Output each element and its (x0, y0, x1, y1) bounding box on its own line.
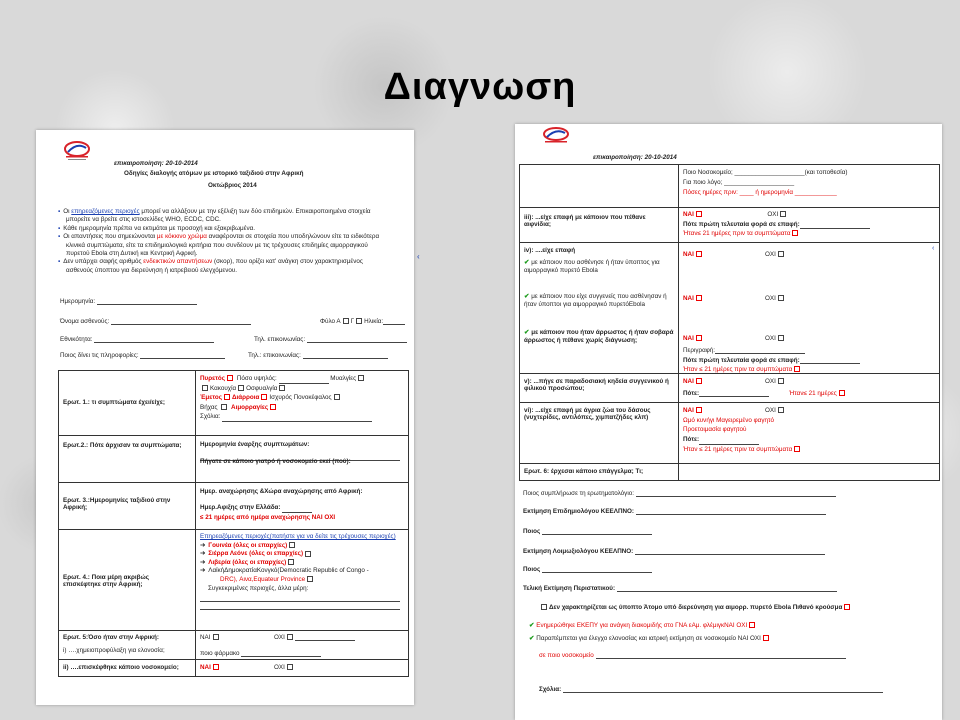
sex-age-field[interactable]: Φύλο Α Γ Ηλικία: (320, 318, 405, 325)
who-field[interactable]: Ποιος (523, 528, 652, 535)
table-row-q3: Ερωτ. 3.:Ημερομηνίες ταξιδιού στην Αφρική; (58, 482, 196, 530)
list-item: κλινικά συμπτώματα, είτε τα επιδημιολογικά κριτήρια που συνδέουν με τις τρέχουσες επιδημίες αιμορραγικού (66, 241, 368, 249)
table-cell-q2-answer: Ημερομηνία έναρξης συμπτωμάτων: Πήγατε σε κάποιο γιατρό ή νοσοκομείο εκεί (πού): (195, 435, 409, 483)
infectiologist-assessment-field[interactable]: Εκτίμηση Λοιμωξιολόγου ΚΕΕΛΠΝΟ: (523, 548, 825, 555)
list-item: ▪ Κάθε ημερομηνία πρέπει να εκτιμάται με προσοχή και εξακριβωμένα. (58, 224, 256, 232)
keepy-notified-option[interactable]: ✔ Ενημερώθηκε ΕΚΕΠΥ για ανάγκη διακομιδής στο ΓΝΑ εΑμ. φλέμιγκΝΑΙ ΟΧΙ (529, 622, 757, 629)
symptom-line: Πυρετός Πόσο υψηλός: Μυαλγίες (200, 374, 404, 384)
affected-regions-link[interactable]: Επηρεαζόμενες περιοχές(πατήστε για να δείτε τις τρέχουσες περιοχές) (200, 533, 396, 540)
assessment-options[interactable]: Δεν χαρακτηρίζεται ως ύποπτο Άτομο υπό διερεύνηση για αιμορρ. πυρετό Ebola Πιθανό κρούσμα (539, 604, 852, 611)
table-row-v: v): ...πήγε σε παραδοσιακή κηδεία συγγενικού ή φιλικού προσώπου; (519, 373, 679, 403)
affected-areas-link[interactable]: επηρεαζόμενες περιοχές (71, 208, 140, 215)
page-divider-mark: ‹ (932, 245, 935, 252)
informant-field[interactable]: Ποιος δίνει τις πληροφορίες: (60, 352, 225, 359)
list-item: μπορείτε να βρείτε στις ιστοσελίδες WHO, ECDC, CDC. (66, 216, 221, 224)
patient-name-field[interactable]: Όνομα ασθενούς: (60, 318, 251, 325)
final-assessment-field[interactable]: Τελική Εκτίμηση Περιστατικού: (523, 585, 837, 592)
table-row-q5: Ερωτ. 5:Όσο ήταν στην Αφρική: i) ….χημειοπροφύλαξη για ελονοσία; (58, 630, 196, 660)
table-cell-v-answer: ΝΑΙ ΟΧΙ Πότε: Ήταν≤ 21 ημέρες (678, 373, 940, 403)
table-cell-q3-answer: Ημερ. αναχώρησης &Χώρα αναχώρησης από Αφρική: Ημερ.Αφιξης στην Ελλάδα: ≤ 21 ημέρες από ημέρα αναχώρησης ΝΑΙ ΟΧΙ (195, 482, 409, 530)
hospital-info-cell: Ποιο Νοσοκομείο; ____________________(και τοποθεσία) Για ποιο λόγο; ____________________ Πόσες ημέρες πριν: ____ ή ημερομηνία ____________ (678, 164, 940, 208)
table-cell-iii-answer: ΝΑΙ ΟΧΙ Πότε πρώτη τελευταία φορά σε επαφή: Ήταν≤ 21 ημέρες πριν τα συμπτώματα (678, 207, 940, 243)
keelpno-logo-icon (539, 126, 573, 146)
document-page-right (515, 124, 942, 720)
page-divider-mark: ‹ (417, 252, 420, 261)
table-row-q6: Ερωτ. 6: έρχεσαι κάποιο επάγγελμα; Τι; (519, 463, 679, 481)
table-row-q4: Ερωτ. 4.: Ποια μέρη ακριβώς επισκέφτηκε στην Αφρική; (58, 529, 196, 631)
document-heading: Οδηγίες διαλογής ατόμων με ιστορικό ταξιδιού στην Αφρική (124, 170, 304, 177)
table-cell-q6-answer (678, 463, 940, 481)
table-cell-iv-answer: ΝΑΙ ΟΧΙ ΝΑΙ ΟΧΙ ΝΑΙ ΟΧΙ Περιγραφή: Πότε πρώτη τελευταία φορά σε επαφή: Ήταν ≤ 21 ημέρες πριν τα συμπτώματα (678, 242, 940, 374)
date-field[interactable]: Ημερομηνία: (60, 298, 197, 305)
table-cell-q5-answer: ΝΑΙ ΟΧΙ ποιο φάρμακο (195, 630, 409, 660)
list-item: ▪ Δεν υπάρχει σαφής αριθμός ενδεικτικών απαντήσεων (σκορ), που ορίζει κατ' ανάγκη στον χαρακτηρισμένος (58, 258, 363, 266)
table-row-q1: Ερωτ. 1.: τι συμπτώματα έχει/είχε; (58, 370, 196, 436)
phone-field[interactable]: Τηλ. επικοινωνίας: (254, 336, 407, 343)
nationality-field[interactable]: Εθνικότητα: (60, 336, 214, 343)
list-item: ▪ Οι απαντήσεις που σημειώνονται με κόκκινο χρώμα αναφέρονται σε στοιχεία που υποδηλώνουν είτε τα ειδικότερα (58, 233, 380, 241)
informant-phone-field[interactable]: Τηλ.: επικοινωνίας: (248, 352, 388, 359)
who-field[interactable]: Ποιος (523, 566, 652, 573)
filled-by-field[interactable]: Ποιος συμπλήρωσε τη ερωτηματολόγιο: (523, 490, 836, 497)
table-cell-q1-answer: Πυρετός Πόσο υψηλός: Μυαλγίες Κακουχία Οσφυαλγία Έμετος Διάρροια Ισχυρός Πονοκέφαλος Βήχας Αιμορραγίες Σχόλια: (195, 370, 409, 436)
table-cell-q4-answer: Επηρεαζόμενες περιοχές(πατήστε για να δείτε τις τρέχουσες περιοχές) ➔ Γουινέα (όλες οι επαρχίες) ➔ Σιέρρα Λεόνε (όλες οι επαρχίες) ➔ Λιβερία (όλες οι επαρχίες) ➔ ΛαϊκήΔημοκρατίαΚονγκό(Democratic Republic of Congo - DRC), Αινα,Equateur Province Συγκεκριμένες περιοχές, άλλα μέρη: (195, 529, 409, 631)
table-row-iii: iii): ...είχε επαφή με κάποιον που πέθανε αιφνίδια; (519, 207, 679, 243)
table-row-vi: vi): ...είχε επαφή με άγρια ζώα του δάσους (νυχτερίδες, αντιλόπες, χιμπατζήδες κλπ) (519, 402, 679, 464)
instructions-list (58, 208, 379, 275)
comments-field[interactable]: Σχόλια: (539, 686, 883, 693)
table-row-q2: Ερωτ.2.: Πότε άρχισαν τα συμπτώματα; (58, 435, 196, 483)
list-item: ▪ Οι επηρεαζόμενες περιοχές μπορεί να αλλάξουν με την εξέλιξη των δύο επιδημιών. Επικαιροποιημένα στοιχεία (58, 208, 371, 215)
slide-title: Διαγνωση (383, 66, 577, 108)
keelpno-logo-icon (60, 140, 94, 162)
table-cell-q5-hospital-answer: ΝΑΙ ΟΧΙ (195, 659, 409, 677)
update-date: επικαιροποίηση: 20-10-2014 (593, 154, 677, 161)
list-item: πυρετού Ebola στη Δυτική και Κεντρική Αφρική. (66, 250, 198, 258)
document-page-left (36, 130, 414, 705)
table-row-blank (519, 164, 679, 208)
document-month: Οκτώβριος 2014 (208, 182, 257, 189)
table-row-q5-hospital: ii) ….επισκέφθηκε κάποιο νοσοκομείο; (58, 659, 196, 677)
malaria-referral-option[interactable]: ✔ Παραπέμπεται για έλεγχο ελονοσίας και ιατρική εκτίμηση σε νοσοκομείο ΝΑΙ ΟΧΙ (529, 635, 771, 642)
table-row-iv: iv): ....είχε επαφή ✔ με κάποιον που ασθένησε ή ήταν ύποπτος για αιμορραγικό πυρετό Ebola ✔ με κάποιον που είχε συγγενείς που ασθένησαν ή ήταν ύποπτοι για αιμορραγικό πυρετόEbola ✔ με κάποιον που ήταν άρρωστος ή ήταν σοβαρά άρρωστος ή πέθανε χωρίς διάγνωση; (519, 242, 679, 374)
epidemiologist-assessment-field[interactable]: Εκτίμηση Επιδημιολόγου ΚΕΕΛΠΝΟ: (523, 508, 826, 515)
list-item: ασθενούς ύποπτου για διερεύνηση ή ιατρεβειού ελεγχόμενου. (66, 266, 238, 274)
table-cell-vi-answer: ΝΑΙ ΟΧΙ Ωμό κυνήγι Μαγειρεμένο φαγητό Προετοιμασία φαγητού Πότε: Ήταν ≤ 21 ημέρες πριν τα συμπτώματα (678, 402, 940, 464)
update-date: επικαιροποίηση: 20-10-2014 (114, 160, 198, 167)
which-hospital-field[interactable]: σε ποιο νοσοκομείο (539, 652, 846, 659)
